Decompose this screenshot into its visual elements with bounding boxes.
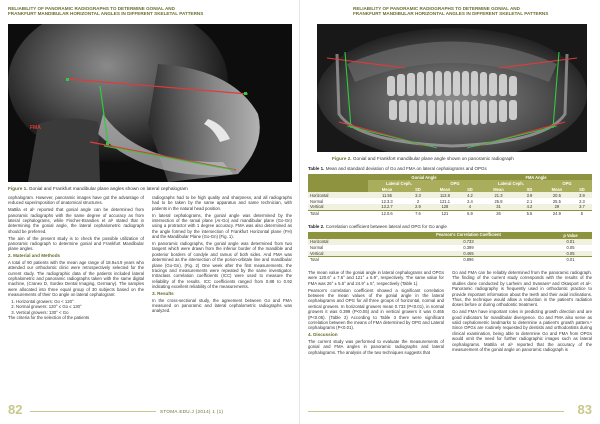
cephalogram-image	[8, 24, 292, 182]
table-1	[308, 174, 592, 216]
table-1-group-header: Gonial Angle FMA Angle	[308, 174, 592, 180]
table-2-title: Table 2. Correlation coefficient between lateral and OPG for Go angle	[308, 224, 447, 229]
table-row: Vertical 0.465 0.05	[308, 251, 592, 257]
page-number-left: 82	[8, 402, 23, 417]
table-1-stat-header: Mean SD Mean SD Mean SD Mean SD	[308, 186, 592, 192]
table-row: Normal 0.399 0.05	[308, 245, 592, 251]
table-row: Horizontal 0.733 0.01	[308, 239, 592, 245]
journal-footer: STOMA.EDU.J (2014) 1 (1)	[160, 409, 224, 414]
running-head-right: RELIABILITY OF PANORAMIC RADIOGRAPHS TO DETERMINE GONIAL AND FRANKFURT MANDIBULAR HORIZONTAL ANGLES IN DIFFERENT SKELETAL PATTERNS	[353, 6, 549, 17]
footer-rule-left	[30, 411, 156, 412]
page-number-right: 83	[577, 402, 592, 417]
panoramic-image	[317, 24, 587, 152]
table-row: Total 12.0.6 7.6 121 6.9 26 5.5 24.9 5	[308, 210, 592, 216]
table-1-title: Table 1. Mean and standard deviation of Go and FMA on lateral cephalograms and OPGs	[308, 166, 487, 171]
table-row: Normal 12.3.3 2 121.1 2.4 25.8 2.1 25.5 2.3	[308, 198, 592, 204]
figure-1-lateral-cephalogram	[8, 24, 292, 182]
fma-label: FMA	[30, 125, 41, 131]
figure-1-caption: Figure 1. Gonial and Frankfurt mandibular plane angles shown on lateral cephalogram	[8, 186, 188, 191]
left-column-2: radiographs had to be high quality and sharpness, and all radiographs had to be taken by the same apparatus and same technician, with patients in the natural head position. In lateral cephalograms, the gonial angle was determined by the intersection of the ramal plane (Ar-Go) and mandibular plane (Go-Gn) using a protractor with 1 degree accuracy. FMA was also determined as the angle formed by the intersection of Frankfurt Horizontal plane (FH) and the Mandibular Plane (Go-Gn) (Fig. 1). In panoramic radiographs, the gonial angle was determined from two tangent which were drawn from the inferior border of the mandible and posterior borders of condyle and ramus of both sides. And FMA was determined as the intersection of the porion-orbitale line and mandibular plane (Go-Gn). (Fig. 2) One week after the first measurements, the tracings and measurements were repeated by the same investigator. Intraclass correlation coefficients (ICC) were used to measure the reliability of the results. ICC coefficients ranged from 0.88 to 0.92 indicating excellent reliability of the measurements. 3. Results In the cross-sectional study, the agreement between Go and FMA measured on panoramic and lateral cephalometric radiographs was analyzed.	[152, 195, 292, 314]
table-2	[308, 232, 592, 263]
running-head-left: RELIABILITY OF PANORAMIC RADIOGRAPHS TO DETERMINE GONIAL AND FRANKFURT MANDIBULAR HORIZONTAL ANGLES IN DIFFERENT SKELETAL PATTERNS	[8, 6, 204, 17]
figure-2-caption: Figure 2. Gonial and Frankfort mandibular plane angle shown on panoramic radiograph	[332, 156, 514, 161]
section-heading-discussion: 4. Discussion	[308, 332, 338, 338]
table-row: Vertical 13.2.7 2.9 128 4 31 4.2 29 3.7	[308, 204, 592, 210]
footer-rule-right	[308, 411, 564, 412]
table-row: Total 0.896 0.01	[308, 257, 592, 263]
figure-2-panoramic-radiograph	[317, 24, 587, 152]
table-2-header: Pearson's Correlation Coefficient p Value	[308, 232, 592, 239]
growth-groups-list: 1. Horizontal growers: Go < 120° 2. Normal growers: 120° ≤ Go ≤ 130° 3. Vertical growers: 130° < Go	[8, 299, 144, 315]
right-page	[300, 0, 600, 424]
right-column-2: Go and FMA can be reliably determined from the panoramic radiograph. The finding of the current study corresponds with the results of the studies done conducted by Larheim and Svanaes³ and Okasport et al⁴. Panoramic radiography is frequently used in orthodontic practice to provide important information about the teeth and their axial inclinations. Thus, the technique would allow a reduction in the patient's radiation doses before or during orthodontic treatment. Go and FMA have important roles in predicting growth direction and are good indicators for mandibular divergence. Go and FMA also serve as valid cephalometric landmarks to determine a patient's growth pattern.⁵ Since OPGs are routinely requested by dentists and orthodontists during clinical examination, being able to determine Go and FMA from OPGs would omit the need for further radiographic images such as lateral cephalograms. Mattila et al¹ reported that the accuracy of the measurement of the gonial angle on panoramic radiograph is	[452, 270, 592, 353]
left-column-1: cephalogram. However, panoramic images have got the advantage of reduced superimposition of anatomical structures. Mattila et al¹ reported that gonial angle can be determined from panoramic radiographs with the same degree of accuracy as from lateral cephalograms, while Fischer-Brandies et al² stated that in determining the gonial angle, the lateral cephalometric radiograph should be preferred. The aim of the present study is to check the possible utilization of panoramic radiograph to determine gonial and Frankfurt Mandibular plane angles. 2. Material and Methods A total of 90 patients with the mean age range of 18.9±4.9 years who attended our orthodontic clinic were retrospectively selected for the current study. The radiographic data of the patients included lateral cephalometric and panoramic radiographs taken with the same digital machine, (Cranex D, Sordex Dental Imaging, Germany). The samples were allocated into three equal group of 30 subjects based on the measurements of their Go angle on lateral cephalogram: 1. Horizontal growers: Go < 120° 2. Normal growers: 120° ≤ Go ≤ 130° 3. Vertical growers: 130° < Go The criteria for the selection of the patients	[8, 195, 144, 322]
section-heading-results: 3. Results	[152, 291, 174, 297]
section-heading-methods: 2. Material and Methods	[8, 253, 61, 259]
right-column-1: The mean value of the gonial angle in lateral cephalograms and OPGs were 120.6° ± 7.6° and 121° ± 6.9°, respectively. The same value for FMA was 26° ± 5.5° and 24.9° ± 5°, respectively (Table 1). Pearson's correlation coefficient showed a significant correlation between the mean values of the gonial angle in the lateral cephalograms and OPG for all three groups of horizontal, normal and vertical growers. In horizontal growers mean 0.733 (P<0.01), in normal growers it was 0.399 (P<0.05) and in vertical growers it was 0.465 (P<0.05). (Table 2) According to Table 3 there were significant correlation between the means of FMA determined by OPG and Lateral cephalograms (P<0.01). 4. Discussion The current study was performed to evaluate the measurements of gonial and FMA angles in panoramic radiographs and lateral cephalograms. The analysis of the two techniques suggests that	[308, 270, 444, 355]
table-row: Horizontal 11.55 3.3 113.8 4.2 21.3 3.9 20.5 3.9	[308, 192, 592, 198]
table-1-method-header: Lateral Ceph. OPG Lateral Ceph. OPG	[308, 180, 592, 186]
